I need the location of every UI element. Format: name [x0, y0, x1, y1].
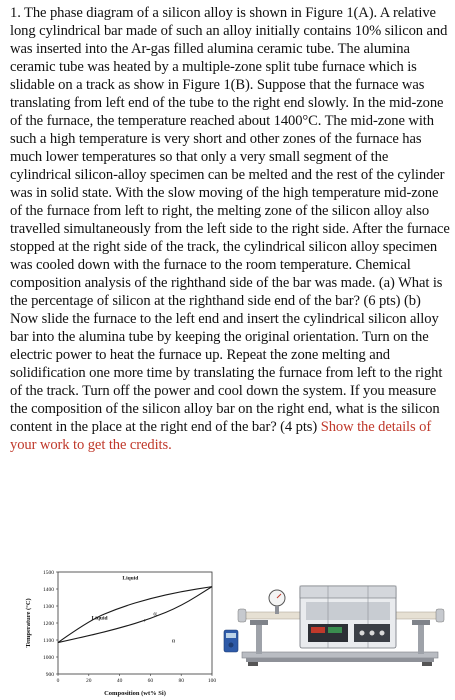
liquidus-line: [58, 587, 212, 643]
credit-requirement: Show the details of your work to get the credits.: [10, 419, 432, 453]
region-label: +: [142, 618, 147, 625]
tube-furnace-photo: [222, 568, 446, 684]
x-tick-label: 40: [116, 678, 123, 684]
y-axis-title: Temperature (°C): [25, 598, 32, 648]
x-axis-title: Composition (wt% Si): [104, 690, 166, 697]
y-tick-label: 1300: [43, 604, 54, 610]
x-tick-label: 20: [86, 678, 92, 684]
x-tick-label: 0: [56, 678, 60, 684]
x-tick-label: 100: [207, 678, 217, 684]
phase-diagram-chart: [0, 562, 218, 700]
y-tick-label: 1500: [43, 570, 54, 576]
region-label: Liquid: [122, 575, 139, 582]
right-tube-support: [418, 624, 424, 654]
x-tick-label: 80: [178, 678, 184, 684]
left-tube-support: [256, 624, 262, 654]
y-tick-label: 900: [45, 672, 54, 678]
region-label: α: [153, 610, 157, 618]
figures: [0, 562, 455, 700]
problem-statement: [10, 4, 450, 454]
y-tick-label: 1000: [43, 655, 54, 661]
region-label: α: [171, 637, 176, 645]
y-tick-label: 1200: [43, 621, 54, 627]
solidus-line: [58, 587, 212, 643]
region-label: Liquid: [91, 615, 108, 622]
furnace-track: [242, 652, 438, 658]
y-tick-label: 1400: [43, 587, 54, 593]
problem-text: 1. The phase diagram of a silicon alloy is shown in Figure 1(A). A relative long cylindrical bar made of such an alloy initially contains 10% silicon and was inserted into the Ar-gas filled alumina ceramic tube. The alumina ceramic tube was heated by a multiple-zone split tube furnace which is slidable on a track as show in Figure 1(B). Suppose that the furnace was translating from left end of the tube to the right end slowly. In the mid-zone of the furnace, the temperature reached about 1400°C. The mid-zone with such a high temperature is very short and other zones of the furnace has much lower temperatures so that only a very small segment of the cylindrical silicon-alloy specimen can be melted and the rest of the cylinder was in solid state. With the slow moving of the high temperature mid-zone of the furnace from left to right, the melting zone of the silicon alloy also travelled simultaneously from the left side to the right side. After the furnace stopped at the right side of the track, the cylindrical silicon alloy specimen was cooled down with the furnace to the room temperature. Chemical composition analysis of the righthand side of the bar was made. (a) What is the percentage of silicon at the righthand side end of the bar? (6 pts) (b) Now slide the furnace to the left end and insert the cylindrical silicon alloy bar into the alumina tube by keeping the original orientation. Turn on the electric power to heat the furnace up. Repeat the zone melting and solidification one more time by translating the furnace from left to the right of the track. Turn off the power and cool down the system. If you measure the composition of the silicon alloy bar on the right end, what is the silicon content in the place at the right end of the bar? (4 pts): [10, 5, 450, 435]
x-tick-label: 60: [147, 678, 154, 684]
y-tick-label: 1100: [43, 638, 54, 644]
